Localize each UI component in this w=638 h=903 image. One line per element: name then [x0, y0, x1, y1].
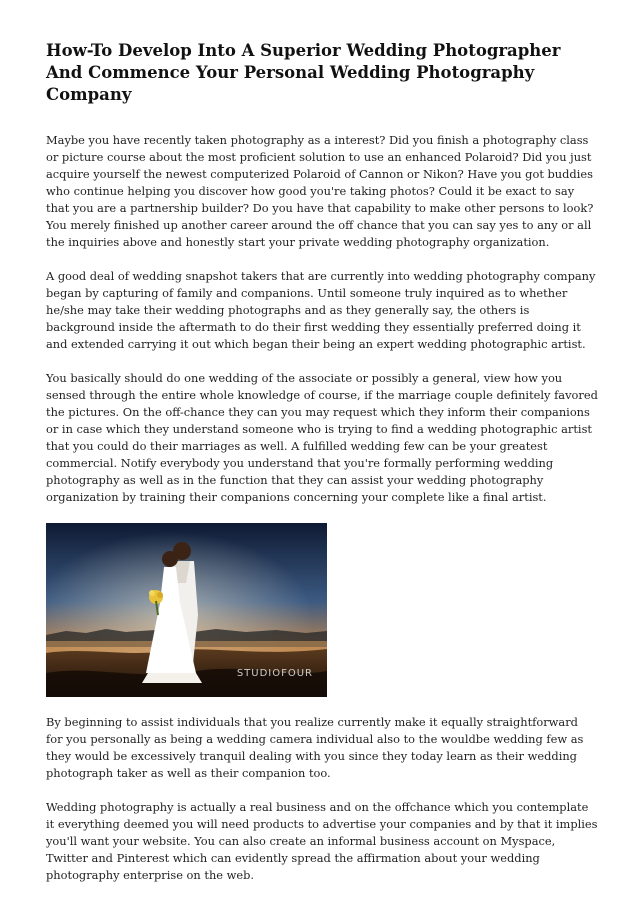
- paragraph-5: Wedding photography is actually a real business and on the offchance which you contemplate it everything deemed you will need products to advertise your companies and by that it implies you'll want your website. You can also create an informal business account on Myspace, Twitter and Pinterest which can evidently spread the affirmation about your wedding photography enterprise on the web.: [46, 800, 598, 882]
- paragraph-3: You basically should do one wedding of the associate or possibly a general, view how you sensed through the entire whole knowledge of course, if the marriage couple definitely favored the pictures. On the off-chance they can you may request which they inform their companions or in case which they understand someone who is trying to find a wedding photographic artist that you could do their marriages as well. A fulfilled wedding few can be your greatest commercial. Notify everybody you understand that you're formally performing wedding photography as well as in the function that they can assist your wedding photography organization by training their companions concerning your complete like a final artist.: [46, 371, 598, 504]
- paragraph-2: A good deal of wedding snapshot takers that are currently into wedding photography company began by capturing of family and companions. Until someone truly inquired as to whether he/she may take their wedding photographs and as they generally say, the others is background inside the aftermath to do their first wedding they essentially preferred doing it and extended carrying it out which began their being an expert wedding photographic artist.: [46, 269, 596, 351]
- paragraph-4: By beginning to assist individuals that you realize currently make it equally straightforward for you personally as being a wedding camera individual also to the wouldbe wedding few as they would be excessively tranquil dealing with you since they today learn as their wedding photograph taker as well as their companion too.: [46, 715, 584, 780]
- paragraph-1: Maybe you have recently taken photography as a interest? Did you finish a photography class or picture course about the most proficient solution to use an enhanced Polaroid? Did you just acquire yourself the newest computerized Polaroid of Cannon or Nikon? Have you got buddies who continue helping you discover how good you're taking photos? Could it be exact to say that you are a partnership builder? Do you have that capability to make other persons to look? You merely finished up another career around the off chance that you can say yes to any or all the inquiries above and honestly start your private wedding photography organization.: [46, 133, 594, 249]
- document-title: How-To Develop Into A Superior Wedding Photographer And Commence Your Personal Wedding Photography Company: [46, 41, 561, 104]
- document-page: [46, 40, 598, 901]
- photo-watermark: STUDIOFOUR: [236, 668, 313, 679]
- wedding-couple-photo: [46, 523, 327, 697]
